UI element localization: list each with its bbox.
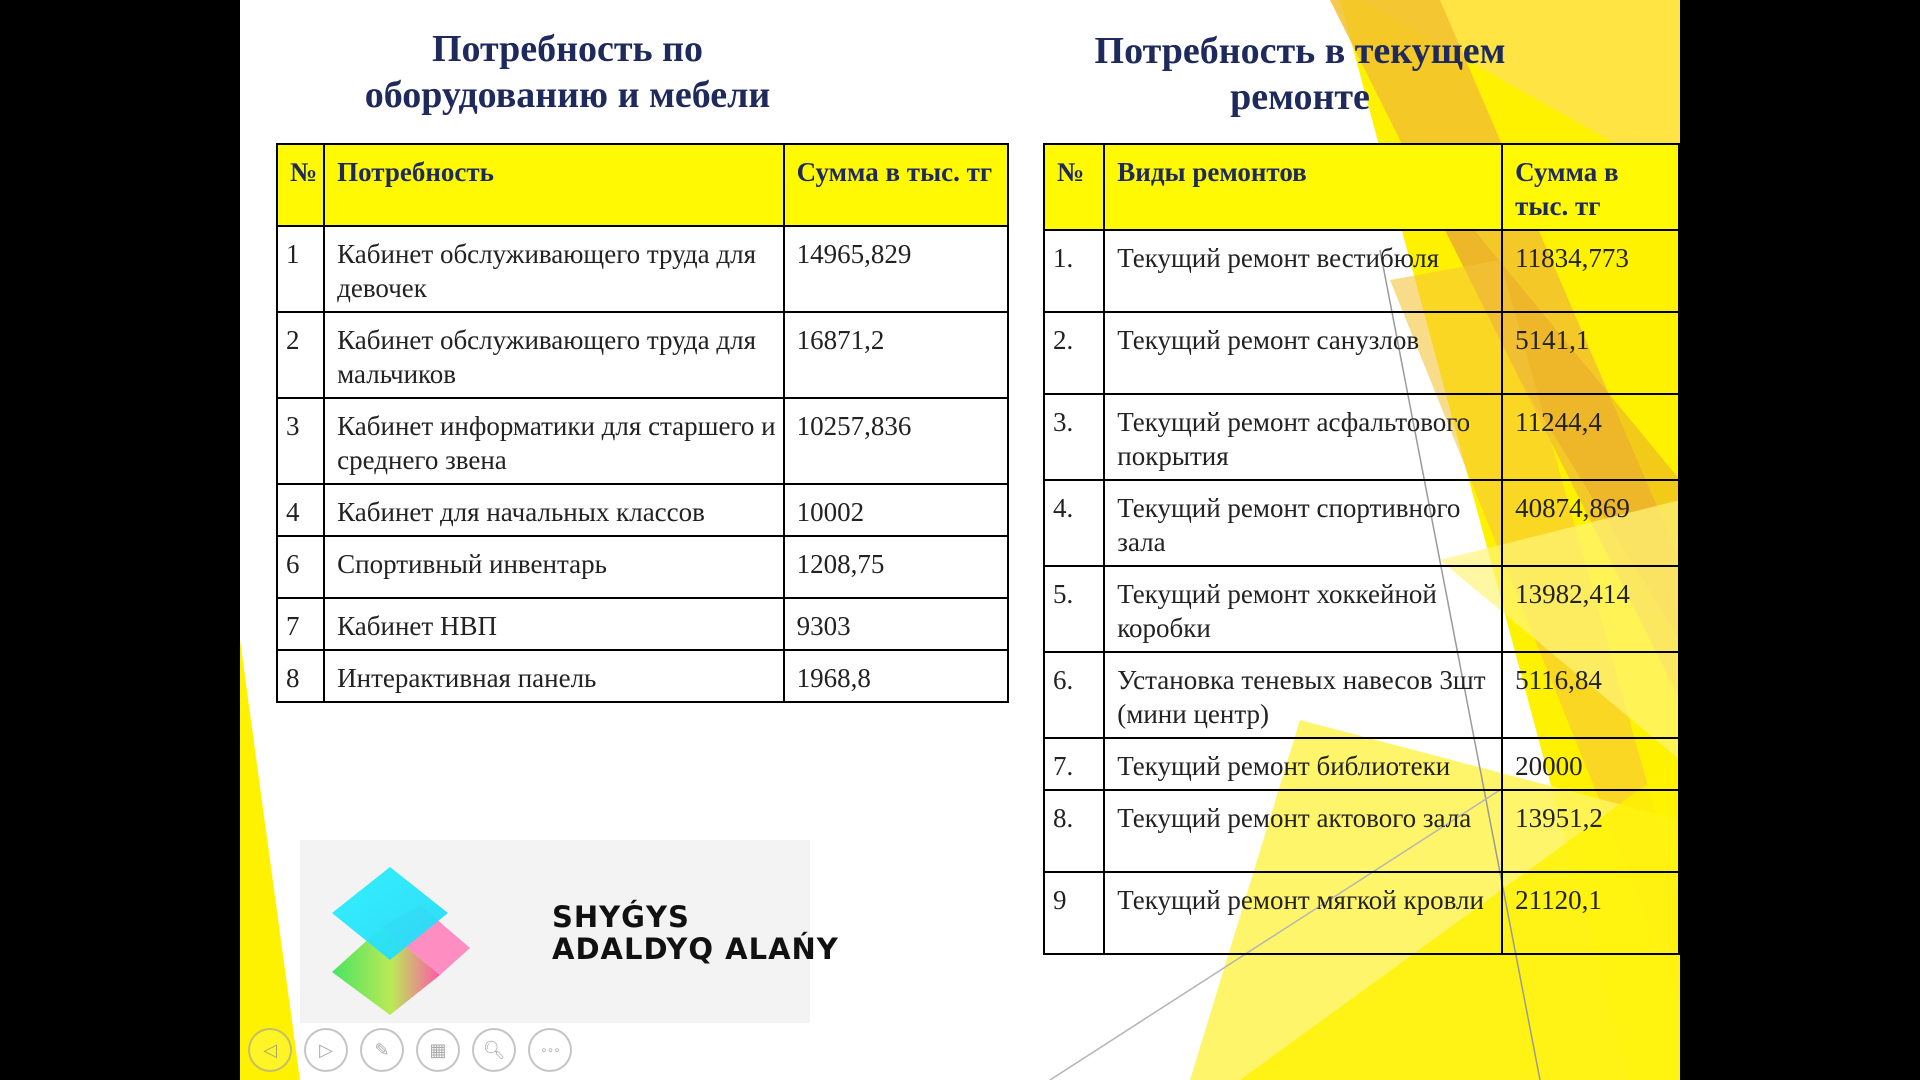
right-title-line-2: ремонте (1230, 76, 1370, 118)
table-row (1044, 872, 1679, 954)
row-repair-type: Текущий ремонт актового зала (1104, 790, 1502, 872)
table-row (277, 226, 1008, 312)
row-repair-type: Текущий ремонт санузлов (1104, 312, 1502, 394)
row-sum: 13982,414 (1502, 566, 1679, 652)
row-sum: 40874,869 (1502, 480, 1679, 566)
row-number: 2. (1044, 312, 1104, 394)
header-repair-type: Виды ремонтов (1104, 144, 1502, 230)
row-sum: 10257,836 (784, 398, 1008, 484)
more-icon[interactable]: ∘∘∘ (528, 1028, 572, 1072)
header-sum: Сумма в тыс. тг (784, 144, 1008, 226)
table-row (1044, 230, 1679, 312)
table-row (277, 536, 1008, 598)
row-number: 3 (277, 398, 324, 484)
header-number: № (1044, 144, 1104, 230)
row-number: 5. (1044, 566, 1104, 652)
logo-diamond-icon (320, 855, 480, 1015)
row-need: Кабинет обслуживающего труда для девочек (324, 226, 784, 312)
table-row (1044, 738, 1679, 790)
row-repair-type: Текущий ремонт асфальтового покрытия (1104, 394, 1502, 480)
table-row (277, 312, 1008, 398)
repair-needs-table (1043, 143, 1680, 955)
row-need: Спортивный инвентарь (324, 536, 784, 598)
left-title-line-1: Потребность по (431, 28, 704, 70)
row-number: 7 (277, 598, 324, 650)
row-need: Кабинет НВП (324, 598, 784, 650)
row-need: Кабинет для начальных классов (324, 484, 784, 536)
row-number: 7. (1044, 738, 1104, 790)
table-row (1044, 394, 1679, 480)
row-sum: 21120,1 (1502, 872, 1679, 954)
right-title-line-1: Потребность в текущем (1094, 30, 1506, 72)
row-number: 6. (1044, 652, 1104, 738)
right-title (1040, 28, 1560, 120)
header-need: Потребность (324, 144, 784, 226)
table-row (1044, 790, 1679, 872)
row-number: 8 (277, 650, 324, 702)
row-number: 2 (277, 312, 324, 398)
table-row (277, 484, 1008, 536)
row-sum: 9303 (784, 598, 1008, 650)
row-sum: 11834,773 (1502, 230, 1679, 312)
row-need: Интерактивная панель (324, 650, 784, 702)
table-row (1044, 652, 1679, 738)
row-sum: 13951,2 (1502, 790, 1679, 872)
slides-grid-icon[interactable]: ▦ (416, 1028, 460, 1072)
row-repair-type: Текущий ремонт вестибюля (1104, 230, 1502, 312)
row-repair-type: Текущий ремонт хоккейной коробки (1104, 566, 1502, 652)
row-number: 4. (1044, 480, 1104, 566)
table-row (277, 598, 1008, 650)
row-sum: 20000 (1502, 738, 1679, 790)
left-yellow-triangle (240, 640, 300, 1080)
organization-logo (300, 840, 839, 1023)
row-repair-type: Текущий ремонт библиотеки (1104, 738, 1502, 790)
row-repair-type: Текущий ремонт спортивного зала (1104, 480, 1502, 566)
row-sum: 1968,8 (784, 650, 1008, 702)
row-number: 1 (277, 226, 324, 312)
table-row (1044, 312, 1679, 394)
row-repair-type: Текущий ремонт мягкой кровли (1104, 872, 1502, 954)
row-number: 6 (277, 536, 324, 598)
table-row (277, 650, 1008, 702)
row-sum: 5116,84 (1502, 652, 1679, 738)
table-row (1044, 566, 1679, 652)
table-row (1044, 480, 1679, 566)
left-title-line-2: оборудованию и мебели (364, 74, 771, 116)
slideshow-controls (248, 1028, 572, 1074)
table-header-row (277, 144, 1008, 226)
row-number: 8. (1044, 790, 1104, 872)
logo-text (552, 901, 839, 965)
row-number: 4 (277, 484, 324, 536)
arrow-right-icon[interactable]: ▷ (304, 1028, 348, 1072)
row-number: 3. (1044, 394, 1104, 480)
zoom-icon[interactable]: 🔍︎ (472, 1028, 516, 1072)
logo-line-1: SHYǴYS (552, 900, 690, 934)
row-sum: 5141,1 (1502, 312, 1679, 394)
equipment-needs-table (276, 143, 1009, 703)
row-sum: 10002 (784, 484, 1008, 536)
row-sum: 11244,4 (1502, 394, 1679, 480)
row-number: 1. (1044, 230, 1104, 312)
slide (240, 0, 1680, 1080)
row-sum: 16871,2 (784, 312, 1008, 398)
header-sum: Сумма в тыс. тг (1502, 144, 1679, 230)
left-title (295, 26, 840, 118)
row-sum: 1208,75 (784, 536, 1008, 598)
row-number: 9 (1044, 872, 1104, 954)
pen-icon[interactable]: ✎ (360, 1028, 404, 1072)
row-repair-type: Установка теневых навесов 3шт (мини центр) (1104, 652, 1502, 738)
row-need: Кабинет информатики для старшего и среднего звена (324, 398, 784, 484)
logo-line-2: ADALDYQ ALAŃY (552, 932, 839, 966)
table-row (277, 398, 1008, 484)
table-header-row (1044, 144, 1679, 230)
row-need: Кабинет обслуживающего труда для мальчиков (324, 312, 784, 398)
row-sum: 14965,829 (784, 226, 1008, 312)
header-number: № (277, 144, 324, 226)
arrow-left-icon[interactable]: ◁ (248, 1028, 292, 1072)
